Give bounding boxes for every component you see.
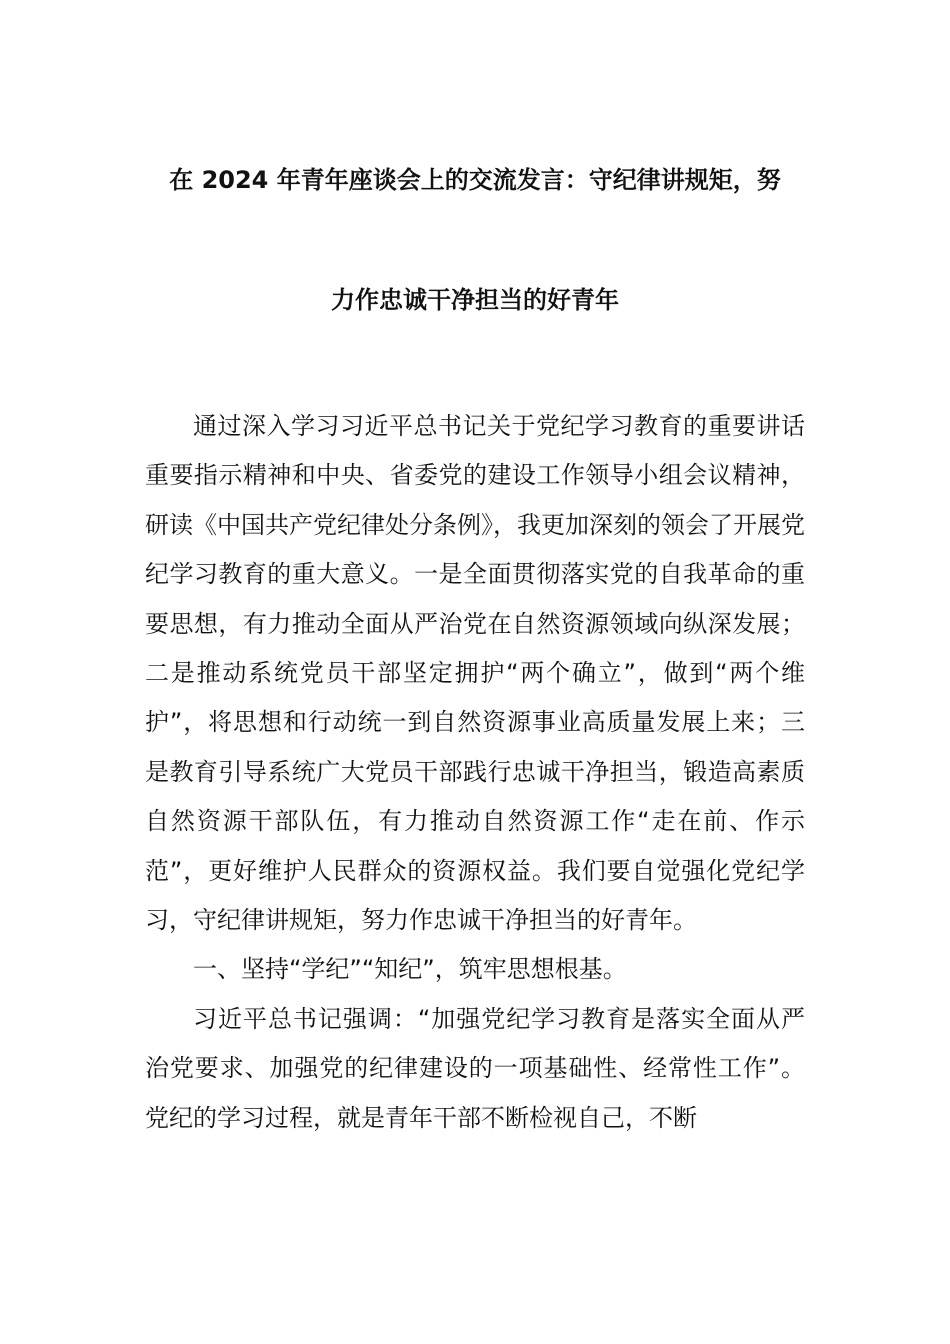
document-body — [145, 402, 805, 1143]
document-title-line-2: 力作忠诚干净担当的好青年 — [331, 286, 619, 314]
section-heading-1: 一、坚持“学纪”“知纪”，筑牢思想根基。 — [193, 955, 627, 984]
body-paragraph-section-1: 习近平总书记强调：“加强党纪学习教育是落实全面从严治党要求、加强党的纪律建设的一项基础性、经常性工作”。党纪的学习过程，就是青年干部不断检视自己，不断 — [145, 1004, 805, 1132]
document-title-line-1: 在 2024 年青年座谈会上的交流发言：守纪律讲规矩，努 — [169, 166, 781, 194]
body-paragraph-intro: 通过深入学习习近平总书记关于党纪学习教育的重要讲话重要指示精神和中央、省委党的建设工作领导小组会议精神，研读《中国共产党纪律处分条例》，我更加深刻的领会了开展党纪学习教育的重大意义。一是全面贯彻落实党的自我革命的重要思想，有力推动全面从严治党在自然资源领域向纵深发展；二是推动系统党员干部坚定拥护“两个确立”，做到“两个维护”，将思想和行动统一到自然资源事业高质量发展上来；三是教育引导系统广大党员干部践行忠诚干净担当，锻造高素质自然资源干部队伍，有力推动自然资源工作“走在前、作示范”，更好维护人民群众的资源权益。我们要自觉强化党纪学习，守纪律讲规矩，努力作忠诚干净担当的好青年。 — [145, 412, 805, 935]
